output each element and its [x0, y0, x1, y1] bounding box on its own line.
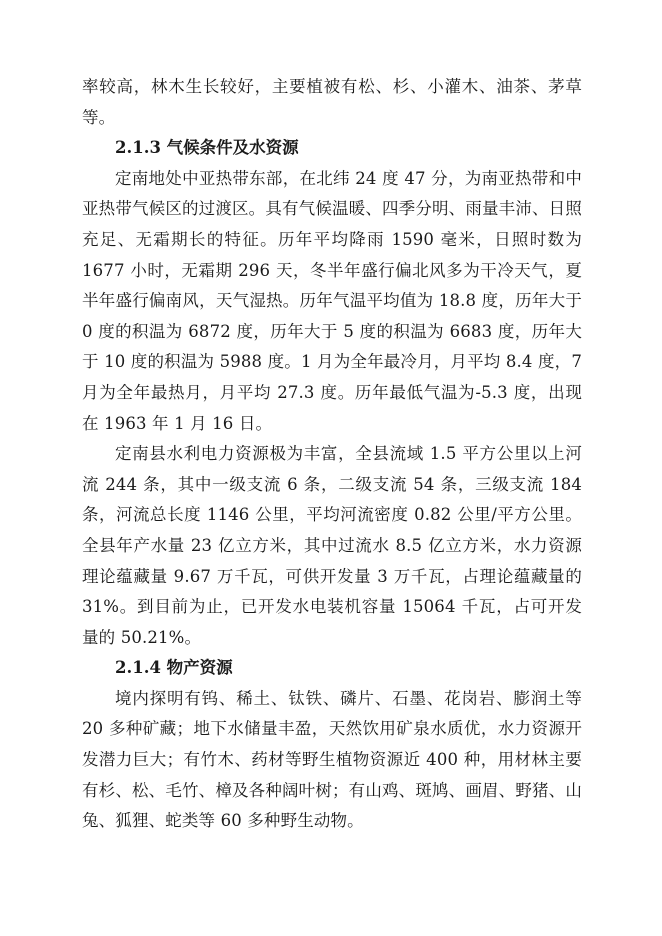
climate-paragraph: 定南地处中亚热带东部，在北纬 24 度 47 分，为南亚热带和中亚热带气候区的过渡区。具有气候温暖、四季分明、雨量丰沛、日照充足、无霜期长的特征。历年平均降雨 1590 毫米，日照时数为 1677 小时，无霜期 296 天，冬半年盛行偏北风多为干冷天气，夏半年盛行偏南风，天气湿热。历年气温平均值为 18.8 度，历年大于 0 度的积温为 6872 度，历年大于 5 度的积温为 6683 度，历年大于 10 度的积温为 5988 度。1 月为全年最冷月，月平均 8.4 度，7 月为全年最热月，月平均 27.3 度。历年最低气温为-5.3 度，出现在 1963 年 1 月 16 日。 [82, 168, 582, 433]
document-page [82, 72, 582, 837]
natural-resources-paragraph: 境内探明有钨、稀土、钛铁、磷片、石墨、花岗岩、膨润土等 20 多种矿藏；地下水储量丰盈，天然饮用矿泉水质优，水力资源开发潜力巨大；有竹木、药材等野生植物资源近 400 种，用材林主要有杉、松、毛竹、樟及各种阔叶树；有山鸡、斑鸠、画眉、野猪、山兔、狐狸、蛇类等 60 多种野生动物。 [82, 688, 582, 831]
water-resources-paragraph: 定南县水利电力资源极为丰富，全县流域 1.5 平方公里以上河流 244 条，其中一级支流 6 条，二级支流 54 条，三级支流 184 条，河流总长度 1146 公里，平均河流密度 0.82 公里/平方公里。全县年产水量 23 亿立方米，其中过流水 8.5 亿立方米，水力资源理论蕴藏量 9.67 万千瓦，可供开发量 3 万千瓦，占理论蕴藏量的 31%。到目前为止，已开发水电装机容量 15064 千瓦，占可开发量的 50.21%。 [82, 444, 582, 647]
intro-paragraph: 率较高，林木生长较好，主要植被有松、杉、小灌木、油茶、茅草等。 [82, 77, 582, 127]
section-heading-2-1-4: 2.1.4 物产资源 [115, 658, 233, 678]
section-heading-2-1-3: 2.1.3 气候条件及水资源 [115, 138, 299, 158]
